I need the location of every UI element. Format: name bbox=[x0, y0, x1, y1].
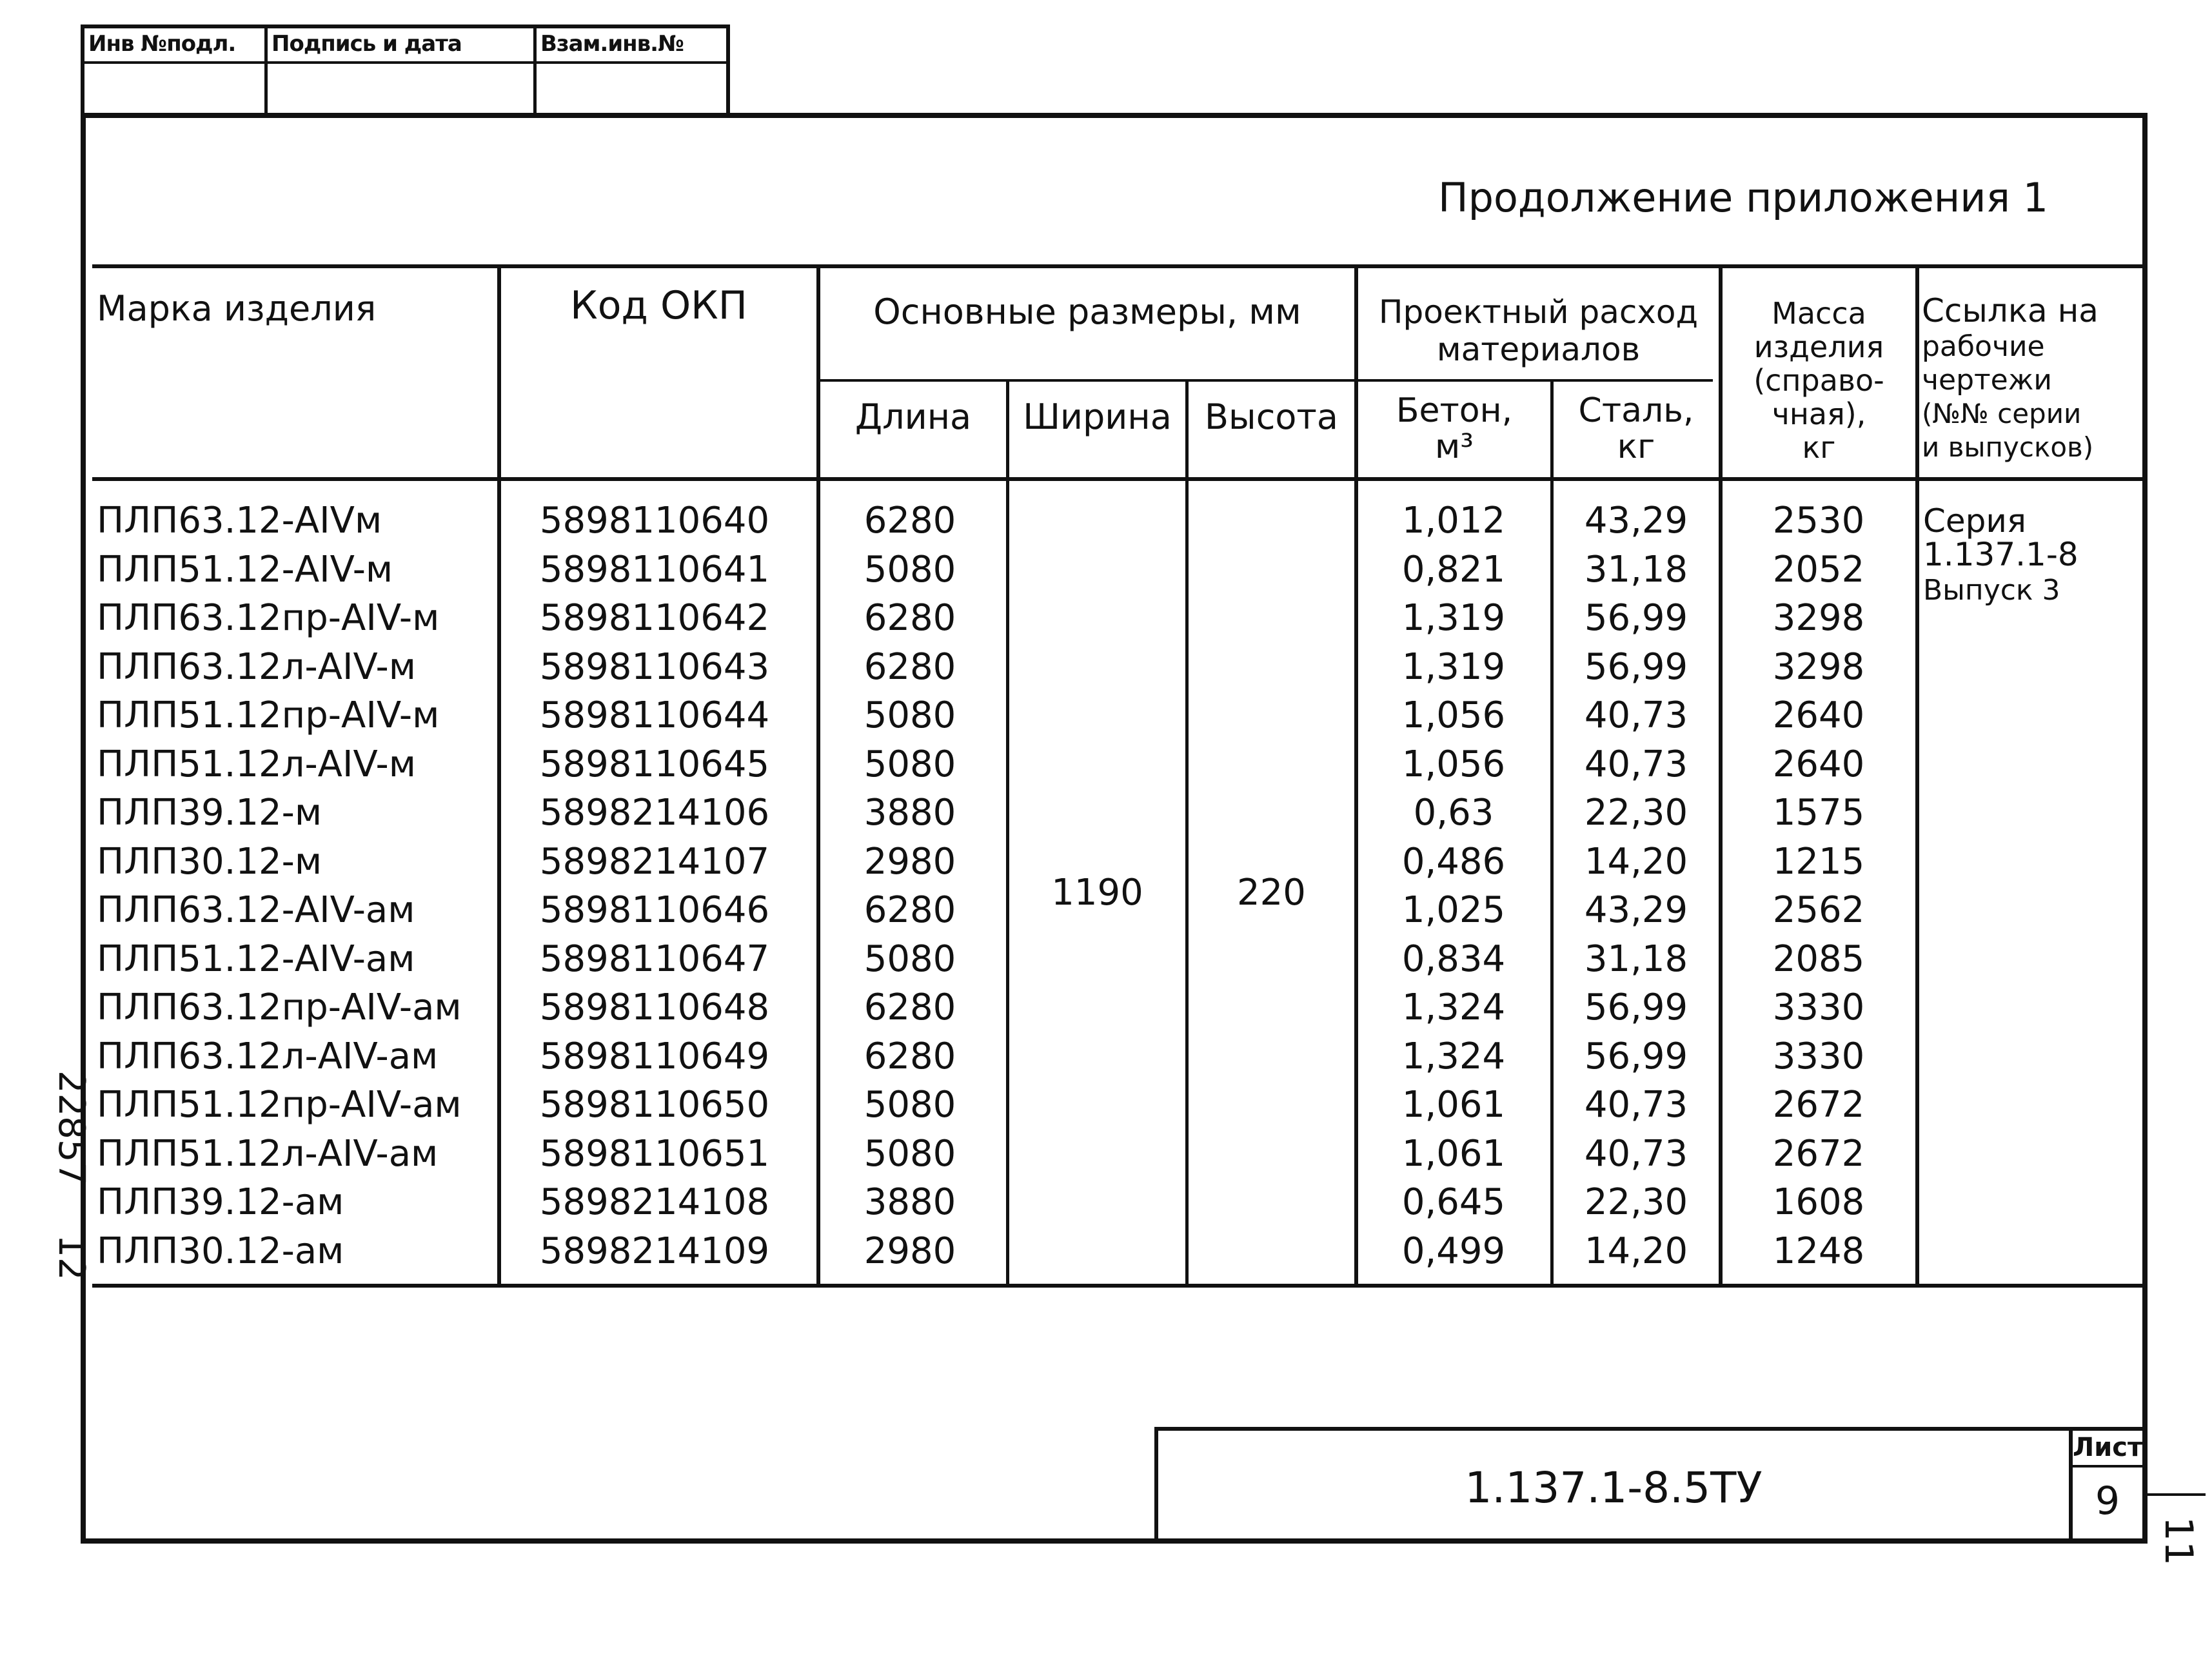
row-concrete: 0,499 bbox=[1401, 1230, 1506, 1272]
header-mass-l3: (справо- bbox=[1753, 363, 1884, 398]
header-consumption-l1: Проектный расход bbox=[1378, 293, 1699, 331]
header-mark: Марка изделия bbox=[97, 288, 377, 329]
doc-code: 1.137.1-8.5ТУ bbox=[1465, 1463, 1763, 1513]
row-mass: 2672 bbox=[1772, 1084, 1865, 1126]
row-mass: 2085 bbox=[1772, 937, 1865, 980]
header-code: Код ОКП bbox=[570, 283, 747, 328]
row-code: 5898110642 bbox=[539, 597, 770, 639]
row-steel: 40,73 bbox=[1584, 1084, 1688, 1126]
stamp-inv-label: Инв №подл. bbox=[88, 31, 236, 57]
row-mass: 1248 bbox=[1772, 1230, 1865, 1272]
row-steel: 40,73 bbox=[1584, 1132, 1688, 1175]
row-mass: 1575 bbox=[1772, 792, 1865, 834]
row-concrete: 1,012 bbox=[1401, 500, 1506, 542]
sheet-label: Лист bbox=[2073, 1433, 2143, 1462]
row-length: 6280 bbox=[864, 597, 956, 639]
row-steel: 14,20 bbox=[1584, 1230, 1688, 1272]
row-mark: ПЛП51.12л-AIV-ам bbox=[97, 1132, 439, 1175]
margin-note-number: 22857 bbox=[50, 1070, 92, 1186]
row-steel: 40,73 bbox=[1584, 694, 1688, 736]
row-mass: 3298 bbox=[1772, 597, 1865, 639]
row-steel: 22,30 bbox=[1584, 792, 1688, 834]
row-mass: 3330 bbox=[1772, 1035, 1865, 1077]
header-consumption-l2: материалов bbox=[1436, 331, 1641, 368]
row-mass: 2530 bbox=[1772, 500, 1865, 542]
margin-note-page: 12 bbox=[50, 1234, 92, 1281]
header-ref-l3: чертежи bbox=[1922, 364, 2052, 397]
row-steel: 43,29 bbox=[1584, 889, 1688, 931]
row-mark: ПЛП51.12пр-AIV-м bbox=[97, 694, 440, 736]
row-steel: 22,30 bbox=[1584, 1181, 1688, 1223]
row-code: 5898110649 bbox=[539, 1035, 770, 1077]
reference-l1: Серия bbox=[1923, 502, 2026, 540]
row-mark: ПЛП51.12-AIV-ам bbox=[97, 937, 415, 980]
header-ref-l5: и выпусков) bbox=[1922, 431, 2094, 463]
row-code: 5898110650 bbox=[539, 1084, 770, 1126]
row-concrete: 1,056 bbox=[1401, 694, 1506, 736]
row-concrete: 1,319 bbox=[1401, 645, 1506, 688]
row-concrete: 0,834 bbox=[1401, 937, 1506, 980]
row-mark: ПЛП39.12-м bbox=[97, 792, 322, 834]
row-code: 5898214108 bbox=[539, 1181, 770, 1223]
row-mark: ПЛП51.12л-AIV-м bbox=[97, 743, 416, 785]
row-mark: ПЛП63.12-AIV-ам bbox=[97, 889, 415, 931]
row-mark: ПЛП51.12-AIV-м bbox=[97, 548, 393, 591]
header-concrete-l1: Бетон, bbox=[1396, 391, 1513, 430]
header-ref-l4: (№№ серии bbox=[1922, 398, 2082, 429]
row-code: 5898110643 bbox=[539, 645, 770, 688]
row-length: 2980 bbox=[864, 1230, 956, 1272]
header-mass-l2: изделия bbox=[1753, 329, 1884, 364]
row-code: 5898110645 bbox=[539, 743, 770, 785]
row-mass: 2562 bbox=[1772, 889, 1865, 931]
row-steel: 56,99 bbox=[1584, 645, 1688, 688]
row-concrete: 0,645 bbox=[1401, 1181, 1506, 1223]
row-code: 5898110641 bbox=[539, 548, 770, 591]
row-mark: ПЛП51.12пр-AIV-ам bbox=[97, 1084, 462, 1126]
row-concrete: 0,486 bbox=[1401, 840, 1506, 883]
row-code: 5898214109 bbox=[539, 1230, 770, 1272]
row-steel: 31,18 bbox=[1584, 937, 1688, 980]
row-code: 5898110647 bbox=[539, 937, 770, 980]
row-mark: ПЛП63.12л-AIV-м bbox=[97, 645, 416, 688]
row-code: 5898110648 bbox=[539, 987, 770, 1028]
row-mass: 1608 bbox=[1772, 1181, 1865, 1223]
row-length: 3880 bbox=[864, 1181, 956, 1223]
header-height: Высота bbox=[1205, 397, 1338, 437]
row-concrete: 1,319 bbox=[1401, 597, 1506, 639]
row-code: 5898110646 bbox=[539, 889, 770, 931]
row-length: 6280 bbox=[864, 645, 956, 688]
row-length: 5080 bbox=[864, 937, 956, 980]
row-length: 5080 bbox=[864, 694, 956, 736]
row-code: 5898214106 bbox=[539, 792, 770, 834]
row-concrete: 1,061 bbox=[1401, 1084, 1506, 1126]
header-ref-l2: рабочие bbox=[1922, 330, 2045, 363]
continuation-title: Продолжение приложения 1 bbox=[1438, 174, 2049, 221]
row-steel: 43,29 bbox=[1584, 500, 1688, 542]
header-length: Длина bbox=[854, 397, 972, 437]
row-length: 6280 bbox=[864, 500, 956, 542]
row-steel: 56,99 bbox=[1584, 1035, 1688, 1077]
header-steel-l1: Сталь, bbox=[1578, 391, 1694, 430]
stamp-vzam-label: Взам.инв.№ bbox=[540, 31, 684, 57]
row-length: 2980 bbox=[864, 840, 956, 883]
header-steel-l2: кг bbox=[1617, 427, 1655, 466]
row-steel: 31,18 bbox=[1584, 548, 1688, 591]
row-length: 6280 bbox=[864, 1035, 956, 1077]
row-length: 6280 bbox=[864, 889, 956, 931]
row-mark: ПЛП63.12л-AIV-ам bbox=[97, 1035, 439, 1077]
row-mass: 3330 bbox=[1772, 987, 1865, 1028]
header-concrete-l2: м³ bbox=[1434, 427, 1474, 466]
row-mark: ПЛП30.12-ам bbox=[97, 1230, 344, 1272]
header-width: Ширина bbox=[1023, 397, 1172, 437]
row-length: 5080 bbox=[864, 1084, 956, 1126]
row-mass: 2640 bbox=[1772, 743, 1865, 785]
row-mark: ПЛП63.12пр-AIV-ам bbox=[97, 987, 462, 1028]
row-concrete: 1,025 bbox=[1401, 889, 1506, 931]
row-mass: 2052 bbox=[1772, 548, 1865, 591]
row-concrete: 0,821 bbox=[1401, 548, 1506, 591]
row-mark: ПЛП63.12пр-AIV-м bbox=[97, 597, 440, 639]
header-ref-l1: Ссылка на bbox=[1922, 292, 2098, 329]
row-mass: 2640 bbox=[1772, 694, 1865, 736]
row-code: 5898214107 bbox=[539, 840, 770, 883]
stamp-sign-label: Подпись и дата bbox=[272, 31, 462, 57]
row-mass: 1215 bbox=[1772, 840, 1865, 883]
row-length: 5080 bbox=[864, 743, 956, 785]
reference-l3: Выпуск 3 bbox=[1923, 574, 2060, 607]
common-height-value: 220 bbox=[1237, 872, 1306, 914]
header-mass-l4: чная), bbox=[1772, 397, 1866, 431]
header-mass-l1: Масса bbox=[1772, 296, 1866, 331]
row-concrete: 0,63 bbox=[1413, 792, 1494, 834]
row-mass: 2672 bbox=[1772, 1132, 1865, 1175]
row-steel: 14,20 bbox=[1584, 840, 1688, 883]
row-steel: 56,99 bbox=[1584, 597, 1688, 639]
row-mark: ПЛП63.12-AIVм bbox=[97, 500, 382, 542]
row-steel: 56,99 bbox=[1584, 987, 1688, 1028]
header-dims: Основные размеры, мм bbox=[873, 291, 1301, 332]
row-code: 5898110640 bbox=[539, 500, 770, 542]
row-code: 5898110644 bbox=[539, 694, 770, 736]
row-length: 6280 bbox=[864, 987, 956, 1028]
row-mark: ПЛП30.12-м bbox=[97, 840, 322, 883]
row-concrete: 1,056 bbox=[1401, 743, 1506, 785]
common-width-value: 1190 bbox=[1051, 872, 1143, 914]
row-length: 5080 bbox=[864, 548, 956, 591]
corner-page-mark: 11 bbox=[2156, 1516, 2201, 1566]
row-mark: ПЛП39.12-ам bbox=[97, 1181, 344, 1223]
row-length: 3880 bbox=[864, 792, 956, 834]
reference-l2: 1.137.1-8 bbox=[1923, 536, 2079, 573]
row-mass: 3298 bbox=[1772, 645, 1865, 688]
row-length: 5080 bbox=[864, 1132, 956, 1175]
row-concrete: 1,324 bbox=[1401, 987, 1506, 1028]
row-steel: 40,73 bbox=[1584, 743, 1688, 785]
row-code: 5898110651 bbox=[539, 1132, 770, 1175]
header-mass-l5: кг bbox=[1802, 430, 1836, 465]
sheet-number: 9 bbox=[2095, 1478, 2120, 1524]
row-concrete: 1,324 bbox=[1401, 1035, 1506, 1077]
row-concrete: 1,061 bbox=[1401, 1132, 1506, 1175]
